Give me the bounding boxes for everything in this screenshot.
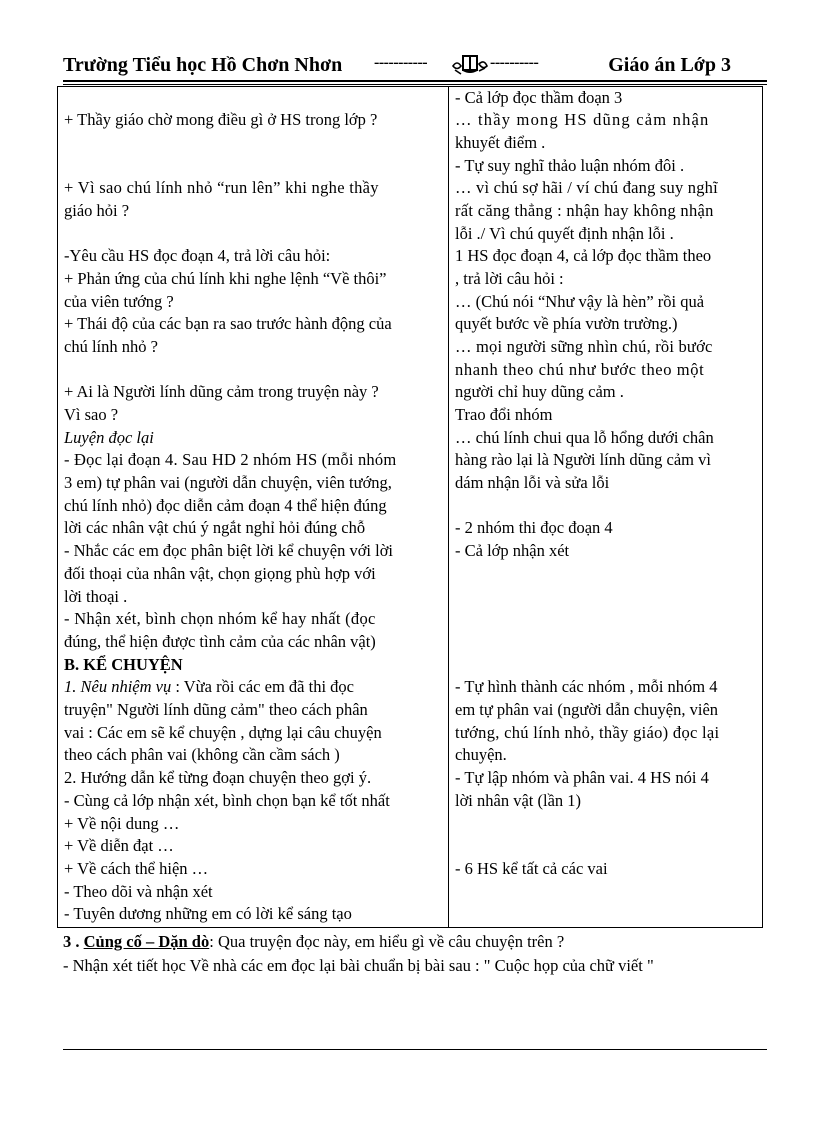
column-divider (448, 87, 449, 927)
question-4-line-2: chú lính nhỏ ? (64, 337, 158, 356)
answer-12-line-1: - Tự hình thành các nhóm , mỗi nhóm 4 (455, 677, 718, 696)
practice-heading: Luyện đọc lại (64, 428, 154, 447)
answer-4-line-2: rất căng thẳng : nhận hay không nhận (455, 201, 714, 220)
footer-rule (63, 1049, 767, 1050)
closing-line-1 (63, 932, 564, 952)
answer-3: - Tự suy nghĩ thảo luận nhóm đôi . (455, 156, 685, 175)
criterion-content: + Về nội dung … (64, 814, 180, 833)
praise-line: - Tuyên dương những em có lời kể sáng tạo (64, 904, 352, 923)
answer-2-line-2: khuyết điểm . (455, 133, 546, 152)
remind-line-3: lời thoại . (64, 587, 128, 606)
answer-4-line-1: … vì chú sợ hãi / ví chú đang suy nghĩ (455, 178, 718, 197)
lesson-table (57, 86, 763, 928)
guide-line: 2. Hướng dẫn kể từng đoạn chuyện theo gợi ý. (64, 768, 372, 787)
answer-2-line-1: … thầy mong HS dũng cảm nhận (455, 110, 710, 129)
task-line-1 (64, 676, 441, 699)
answer-7-line-1: … mọi người sững nhìn chú, rồi bước (455, 337, 713, 356)
answer-5-line-2: , trả lời câu hỏi : (455, 269, 564, 288)
question-3-line-1: + Phản ứng của chú lính khi nghe lệnh “Về thôi” (64, 269, 387, 288)
question-1: + Thầy giáo chờ mong điều gì ở HS trong lớp ? (64, 110, 378, 129)
answer-4-line-3: lỗi ./ Vì chú quyết định nhận lỗi . (455, 224, 674, 243)
answer-1: - Cả lớp đọc thầm đoạn 3 (455, 88, 623, 107)
answer-7-line-3: người chỉ huy dũng cảm . (455, 382, 624, 401)
answer-14: - 6 HS kể tất cả các vai (455, 859, 608, 878)
answer-6-line-1: … (Chú nói “Như vậy là hèn” rồi quả (455, 292, 705, 311)
criterion-performance: + Về cách thể hiện … (64, 859, 209, 878)
question-4-line-1: + Thái độ của các bạn ra sao trước hành động của (64, 314, 392, 333)
page-header (63, 52, 767, 80)
criterion-expression: + Về diễn đạt … (64, 836, 174, 855)
answer-9-line-3: dám nhận lỗi và sửa lỗi (455, 473, 610, 492)
task-line-3: vai : Các em sẽ kể chuyện , dựng lại câu chuyện (64, 723, 382, 742)
header-dashes-right: ---------- (490, 54, 539, 71)
closing-label: Củng cố – Dặn dò (83, 932, 210, 951)
question-2-line-2: giáo hỏi ? (64, 201, 130, 220)
section-b-heading: B. KỂ CHUYỆN (64, 655, 183, 674)
answer-8: Trao đổi nhóm (455, 405, 553, 424)
judge-line-1: - Nhận xét, bình chọn nhóm kể hay nhất (đọc (64, 609, 376, 628)
answer-9-line-1: … chú lính chui qua lỗ hổng dưới chân (455, 428, 714, 447)
header-rule-thin (63, 84, 767, 85)
school-name: Trường Tiểu học Hồ Chơn Nhơn (63, 54, 343, 76)
header-rule (63, 80, 767, 82)
answer-7-line-2: nhanh theo chú như bước theo một (455, 360, 705, 379)
task-text: : Vừa rồi các em đã thi đọc (171, 677, 354, 696)
follow-line: - Theo dõi và nhận xét (64, 882, 213, 901)
answer-12-line-2: em tự phân vai (người dẫn chuyện, viên (455, 700, 719, 719)
request-paragraph-4: -Yêu cầu HS đọc đoạn 4, trả lời câu hỏi: (64, 246, 331, 265)
read-line-1: - Đọc lại đoạn 4. Sau HD 2 nhóm HS (mỗi nhóm (64, 450, 397, 469)
answer-6-line-2: quyết bước về phía vườn trường.) (455, 314, 678, 333)
question-3-line-2: của viên tướng ? (64, 292, 174, 311)
judge-line-2: đúng, thể hiện được tình cảm của các nhân vật) (64, 632, 376, 651)
header-dashes-left: ----------- (374, 54, 428, 71)
task-label: 1. Nêu nhiệm vụ (64, 677, 172, 696)
answer-10: - 2 nhóm thi đọc đoạn 4 (455, 518, 613, 537)
task-line-4: theo cách phân vai (không cần cầm sách ) (64, 745, 340, 764)
answer-9-line-2: hàng rào lại là Người lính dũng cảm vì (455, 450, 711, 469)
remind-line-2: đối thoại của nhân vật, chọn giọng phù hợp với (64, 564, 376, 583)
answer-13-line-1: - Tự lập nhóm và phân vai. 4 HS nói 4 (455, 768, 709, 787)
read-line-2: 3 em) tự phân vai (người dẫn chuyện, viên tướng, (64, 473, 392, 492)
closing-line-2: - Nhận xét tiết học Về nhà các em đọc lại bài chuẩn bị bài sau : " Cuộc họp của chữ viết " (63, 956, 654, 975)
closing-text: : Qua truyện đọc này, em hiểu gì về câu chuyện trên ? (209, 932, 565, 951)
answer-12-line-4: chuyện. (455, 745, 507, 764)
remind-line-1: - Nhắc các em đọc phân biệt lời kể chuyện với lời (64, 541, 394, 560)
vote-line: - Cùng cả lớp nhận xét, bình chọn bạn kể tốt nhất (64, 791, 390, 810)
answer-5-line-1: 1 HS đọc đoạn 4, cả lớp đọc thầm theo (455, 246, 712, 265)
task-line-2: truyện" Người lính dũng cảm" theo cách phân (64, 700, 368, 719)
grade-label: Giáo án Lớp 3 (608, 54, 731, 76)
book-scroll-ornament-icon (451, 52, 489, 78)
read-line-4: lời các nhân vật chú ý ngắt nghỉ hỏi đúng chỗ (64, 518, 366, 537)
question-2-line-1: + Vì sao chú lính nhỏ “run lên” khi nghe thầy (64, 178, 379, 197)
read-line-3: chú lính nhỏ) đọc diễn cảm đoạn 4 thể hiện đúng (64, 496, 387, 515)
closing-number: 3 . (63, 932, 84, 951)
question-5-line-1: + Ai là Người lính dũng cảm trong truyện này ? (64, 382, 379, 401)
answer-13-line-2: lời nhân vật (lần 1) (455, 791, 582, 810)
answer-12-line-3: tướng, chú lính nhỏ, thầy giáo) đọc lại (455, 723, 720, 742)
question-5-line-2: Vì sao ? (64, 405, 119, 424)
answer-11: - Cả lớp nhận xét (455, 541, 570, 560)
